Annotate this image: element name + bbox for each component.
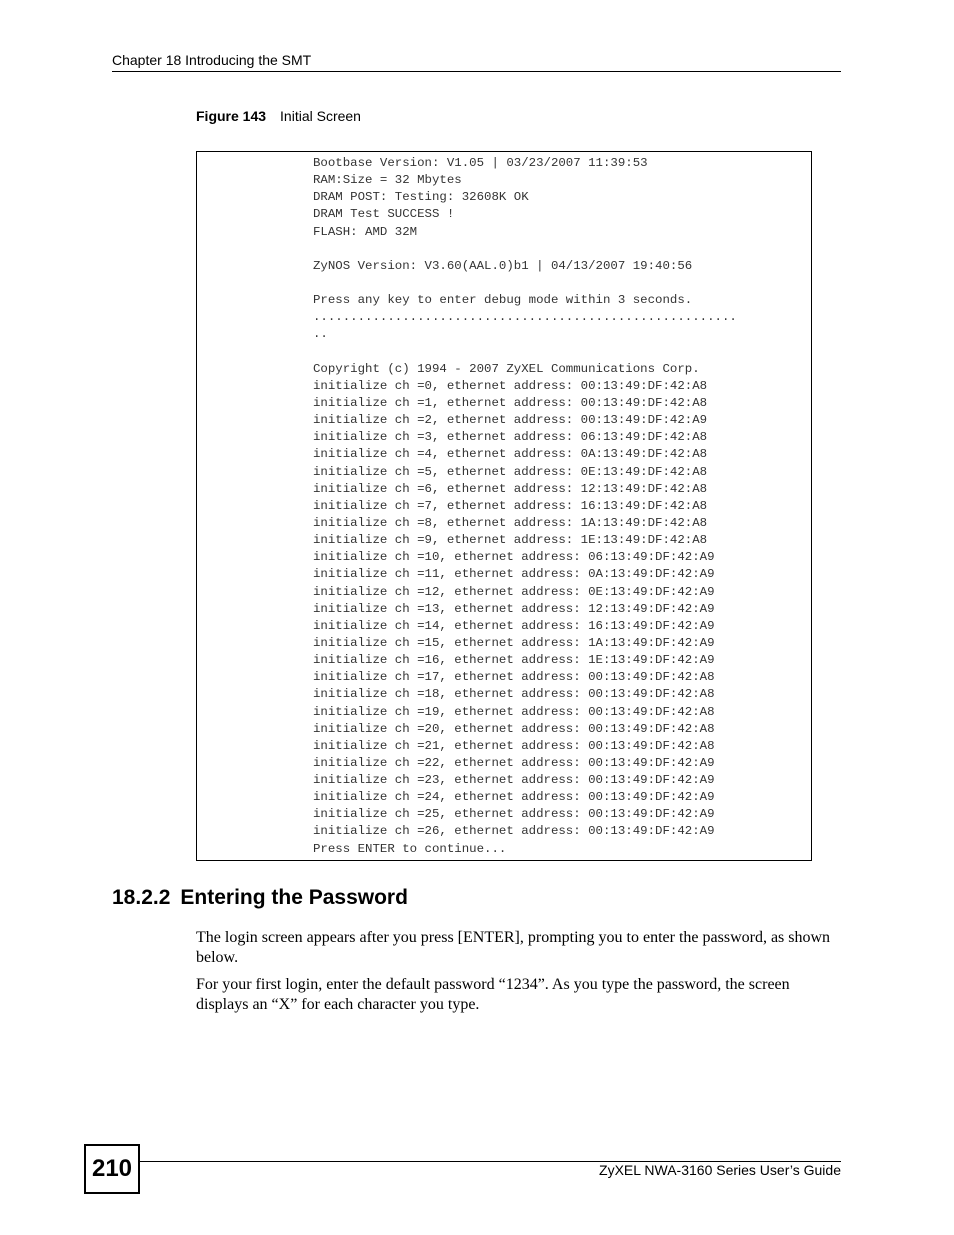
console-line: initialize ch =11, ethernet address: 0A:13:49:DF:42:A9 bbox=[313, 567, 715, 582]
figure-number: Figure 143 bbox=[196, 108, 267, 124]
console-line: initialize ch =20, ethernet address: 00:13:49:DF:42:A8 bbox=[313, 721, 715, 736]
console-line: Press any key to enter debug mode within 3 seconds. bbox=[313, 293, 693, 308]
console-line: initialize ch =5, ethernet address: 0E:13:49:DF:42:A8 bbox=[313, 464, 708, 479]
console-line: initialize ch =16, ethernet address: 1E:13:49:DF:42:A9 bbox=[313, 653, 715, 668]
console-line: initialize ch =13, ethernet address: 12:13:49:DF:42:A9 bbox=[313, 601, 715, 616]
console-line: initialize ch =23, ethernet address: 00:13:49:DF:42:A9 bbox=[313, 773, 715, 788]
section-heading bbox=[112, 886, 408, 910]
console-line: initialize ch =15, ethernet address: 1A:13:49:DF:42:A9 bbox=[313, 635, 715, 650]
console-line: Bootbase Version: V1.05 | 03/23/2007 11:39:53 bbox=[313, 156, 648, 170]
console-line bbox=[313, 275, 737, 292]
console-line: initialize ch =14, ethernet address: 16:13:49:DF:42:A9 bbox=[313, 618, 715, 633]
console-line: initialize ch =3, ethernet address: 06:13:49:DF:42:A8 bbox=[313, 430, 708, 445]
body-paragraph: For your first login, enter the default password “1234”. As you type the password, the screen displays an “X” for each character you type. bbox=[196, 976, 790, 1013]
running-header: Chapter 18 Introducing the SMT bbox=[112, 52, 312, 68]
console-line: initialize ch =22, ethernet address: 00:13:49:DF:42:A9 bbox=[313, 755, 715, 770]
section-title: Entering the Password bbox=[180, 886, 408, 909]
console-line: Press ENTER to continue... bbox=[313, 841, 507, 856]
console-line: initialize ch =6, ethernet address: 12:13:49:DF:42:A8 bbox=[313, 481, 708, 496]
console-line: initialize ch =1, ethernet address: 00:13:49:DF:42:A8 bbox=[313, 395, 708, 410]
console-line: RAM:Size = 32 Mbytes bbox=[313, 173, 462, 188]
header-divider bbox=[112, 71, 841, 72]
console-line: DRAM POST: Testing: 32608K OK bbox=[313, 190, 529, 205]
console-line: initialize ch =18, ethernet address: 00:13:49:DF:42:A8 bbox=[313, 687, 715, 702]
console-line: initialize ch =24, ethernet address: 00:13:49:DF:42:A9 bbox=[313, 790, 715, 805]
console-line: ZyNOS Version: V3.60(AAL.0)b1 | 04/13/2007 19:40:56 bbox=[313, 258, 693, 273]
console-line: initialize ch =25, ethernet address: 00:13:49:DF:42:A9 bbox=[313, 807, 715, 822]
console-line: initialize ch =4, ethernet address: 0A:13:49:DF:42:A8 bbox=[313, 447, 708, 462]
console-line: initialize ch =17, ethernet address: 00:13:49:DF:42:A8 bbox=[313, 670, 715, 685]
console-line: Copyright (c) 1994 - 2007 ZyXEL Communications Corp. bbox=[313, 361, 700, 376]
console-line: initialize ch =9, ethernet address: 1E:13:49:DF:42:A8 bbox=[313, 533, 708, 548]
guide-title: ZyXEL NWA-3160 Series User’s Guide bbox=[599, 1162, 841, 1178]
console-line: DRAM Test SUCCESS ! bbox=[313, 207, 455, 222]
console-line: initialize ch =21, ethernet address: 00:13:49:DF:42:A8 bbox=[313, 738, 715, 753]
console-output bbox=[313, 155, 737, 858]
body-paragraph: The login screen appears after you press [ENTER], prompting you to enter the password, as shown below. bbox=[196, 929, 831, 966]
console-line: ......................................................... bbox=[313, 310, 737, 325]
console-line: initialize ch =12, ethernet address: 0E:13:49:DF:42:A9 bbox=[313, 584, 715, 599]
console-line: initialize ch =2, ethernet address: 00:13:49:DF:42:A9 bbox=[313, 413, 708, 428]
console-line: initialize ch =10, ethernet address: 06:13:49:DF:42:A9 bbox=[313, 550, 715, 565]
console-line: initialize ch =0, ethernet address: 00:13:49:DF:42:A8 bbox=[313, 378, 708, 393]
figure-caption bbox=[196, 108, 361, 124]
console-line bbox=[313, 344, 737, 361]
console-line: FLASH: AMD 32M bbox=[313, 224, 418, 239]
console-line: .. bbox=[313, 327, 328, 342]
figure-title: Initial Screen bbox=[280, 108, 361, 124]
console-line: initialize ch =7, ethernet address: 16:13:49:DF:42:A8 bbox=[313, 498, 708, 513]
console-line: initialize ch =19, ethernet address: 00:13:49:DF:42:A8 bbox=[313, 704, 715, 719]
section-number: 18.2.2 bbox=[112, 886, 171, 909]
console-line bbox=[313, 241, 737, 258]
console-line: initialize ch =26, ethernet address: 00:13:49:DF:42:A9 bbox=[313, 824, 715, 839]
page-number: 210 bbox=[84, 1144, 140, 1194]
console-line: initialize ch =8, ethernet address: 1A:13:49:DF:42:A8 bbox=[313, 515, 708, 530]
